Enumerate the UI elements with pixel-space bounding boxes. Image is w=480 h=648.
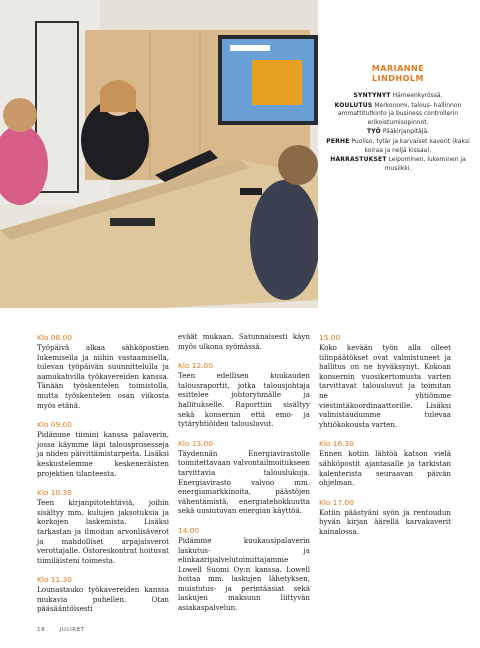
schedule-entry: [178, 438, 310, 516]
page-number: 18: [37, 627, 46, 633]
profile-box: [324, 64, 472, 174]
article-column-3: [319, 332, 451, 546]
entry-text: Koko kevään työn alla olleet tilinpäätökset ovat valmistuneet ja hallitus on ne hyväksynyt. Kokoan konsernin vuosikertomusta varten tarvittavat talousluvut ja toimitan ne yhtiömme viestintäkoordinaattorille. Lisäksi valmistaudumme tulevaa yhtiökokousta varten.: [319, 343, 451, 429]
entry-time: Klo 13.00: [178, 438, 213, 448]
schedule-entry: [37, 419, 169, 478]
entry-text: Teen edellisen kuukauden talousraportit, jotka talousjohtaja esittelee johtoryhmälle ja hallitukselle. Raporttiin sisältyy sekä konsernin että emo- ja tytäryhtiöiden talousluvut.: [178, 371, 310, 429]
profile-name: MARIANNE LINDHOLM: [371, 64, 425, 83]
profile-family: PERHE Puoliso, tytär ja karvaiset kaverit (kaksi koiraa ja neljä kissaa).: [326, 137, 470, 154]
entry-text: Pidämme kuukausipalaverin laskutus- ja elinkaaripalvelutoimittajamme Lowell Suomi Oy:n kanssa. Lowell hoitaa mm. laskujen lähetyksen, muistutus- ja perintäasiat sekä laskujen maksuun liittyvän asiakaspalvelun.: [178, 535, 310, 613]
meeting-illustration: [0, 0, 318, 308]
office-meeting-photo: [0, 0, 318, 308]
entry-text: Lounastauko työkavereiden kanssa mukavia puhellen. Otan pääsääntöisesti: [37, 585, 169, 614]
entry-time: Klo 12.00: [178, 361, 213, 371]
magazine-name: JULIRET: [59, 627, 85, 633]
entry-time: Klo 09.00: [37, 420, 72, 430]
schedule-entry: [178, 332, 310, 351]
profile-job: TYÖ Pääkirjanpitäjä.: [366, 128, 430, 136]
schedule-entry: [37, 487, 169, 565]
entry-time: Klo 16.30: [319, 439, 354, 449]
schedule-entry: [37, 332, 169, 410]
entry-time: Klo 08.00: [37, 333, 72, 342]
entry-text: eväät mukaan. Satunnaisesti käyn myös ulkona syömässä.: [178, 332, 310, 351]
entry-text: Täydennän Energiavirastolle toimitettavaan valvontailmoitukseen tarvittavia talouslukuja. Energiavirasto valvoo mm. energiamarkkinoita, päästöjen vähentämistä, energiatehokkuutta sekä uusiutuvan energian käyttöä.: [178, 448, 310, 516]
profile-hobbies: HARRASTUKSET Leipominen, lukeminen ja musiikki.: [330, 156, 466, 172]
entry-text: Työpäivä alkaa sähköpostien lukemisella ja niihin vastaamisella, tulevan työpäivän suunnittelulla ja aamukahvilla työkavereiden kanssa. Tänään työskentelen toimistolla, mutta työskentelen osan viikosta myös etänä.: [37, 343, 169, 410]
entry-text: Kotiin päästyäni syön ja rentoudun hyvän kirjan äärellä karvakaverit kainalossa.: [319, 507, 451, 536]
schedule-entry: [319, 332, 451, 429]
profile-education: KOULUTUS Merkonomi, talous- hallinnon ammattitutkinto ja business controllerin erikoistumisopinnot.: [334, 101, 462, 126]
entry-text: Ennen kotiin lähtöä katson vielä sähköpostit ajantasalle ja tarkistan kalenterista seuraavan päivän ohjelman.: [319, 449, 451, 488]
page-footer: [37, 627, 85, 633]
entry-time: 14.00: [178, 525, 200, 535]
schedule-entry: [37, 574, 169, 614]
entry-time: 15.00: [319, 333, 341, 342]
entry-time: Klo 17.00: [319, 497, 354, 507]
article-column-1: [37, 332, 169, 623]
schedule-entry: [178, 525, 310, 613]
entry-text: Pidämme tiimini kanssa palaverin, jossa käymme läpi talousprosesseja ja niiden päivittämistarpeita. Lisäksi keskustelemme keskeneräisten projektien tilanteesta.: [37, 430, 169, 478]
schedule-entry: [319, 438, 451, 487]
entry-text: Teen kirjanpitotehtäviä, joihin sisältyy mm. kulujen jaksotuksia ja korkojen laskemista. Lisäksi tarkastan ja ilmoitan arvonlisäverot ja mahdolliset arpajaisverot verottajalle. Ostoreskontrat hoituvat tiimiläisteni toimesta.: [37, 498, 169, 565]
profile-birthplace: SYNTYNYT Hämeenkyrössä.: [353, 92, 443, 99]
schedule-entry: [178, 360, 310, 429]
entry-time: Klo 10.30: [37, 488, 72, 498]
article-column-2: [178, 332, 310, 622]
entry-time: Klo 11.30: [37, 575, 72, 585]
schedule-entry: [319, 497, 451, 537]
